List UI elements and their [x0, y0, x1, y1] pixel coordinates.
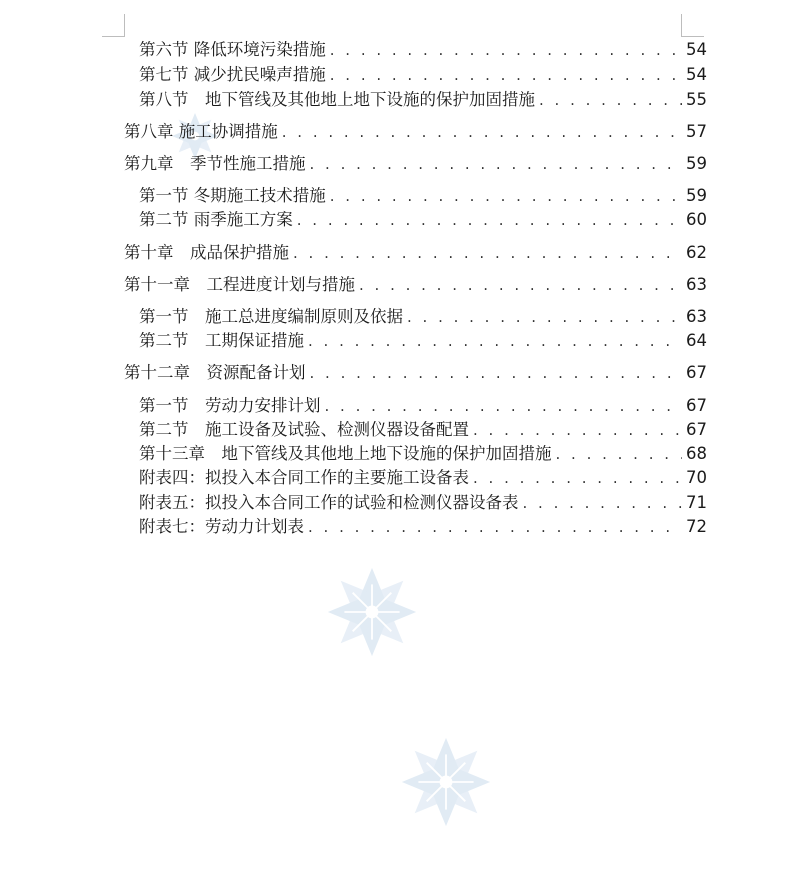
toc-entry-page: 64 — [686, 331, 707, 350]
toc-entry-title: 第二节 工期保证措施 — [139, 331, 304, 350]
leader-dots — [473, 467, 682, 489]
leader-dots — [330, 185, 682, 207]
toc-entry[interactable] — [139, 395, 707, 417]
toc-entry-page: 68 — [686, 444, 707, 463]
leader-dots — [325, 395, 683, 417]
toc-entry[interactable] — [139, 492, 707, 514]
toc-entry-title: 第六节 降低环境污染措施 — [139, 40, 326, 59]
leader-dots — [359, 274, 682, 296]
toc-entry-title: 附表五：拟投入本合同工作的试验和检测仪器设备表 — [139, 493, 519, 512]
leader-dots — [310, 153, 683, 175]
toc-entry-page: 59 — [686, 154, 707, 173]
leader-dots — [407, 306, 682, 328]
toc-entry[interactable] — [139, 330, 707, 352]
leader-dots — [293, 242, 682, 264]
toc-entry-title: 附表七：劳动力计划表 — [139, 517, 304, 536]
toc-entry-title: 第一节 劳动力安排计划 — [139, 396, 321, 415]
toc-entry[interactable] — [139, 39, 707, 61]
leader-dots — [330, 39, 682, 61]
toc-entry-title: 第一节 冬期施工技术措施 — [139, 186, 326, 205]
toc-entry[interactable] — [124, 121, 707, 143]
toc-entry-page: 72 — [686, 517, 707, 536]
toc-entry-title: 第八章 施工协调措施 — [124, 122, 278, 141]
leader-dots — [539, 89, 682, 111]
toc-entry-title: 第十三章 地下管线及其他地上地下设施的保护加固措施 — [139, 444, 552, 463]
leader-dots — [473, 419, 682, 441]
toc-entry-title: 第二节 施工设备及试验、检测仪器设备配置 — [139, 420, 469, 439]
toc-entry[interactable] — [124, 362, 707, 384]
toc-entry[interactable] — [124, 274, 707, 296]
leader-dots — [310, 362, 683, 384]
toc-entry-page: 55 — [686, 90, 707, 109]
toc-entry-title: 第八节 地下管线及其他地上地下设施的保护加固措施 — [139, 90, 535, 109]
toc-entry-page: 54 — [686, 40, 707, 59]
toc-entry-title: 第九章 季节性施工措施 — [124, 154, 306, 173]
toc-entry-page: 60 — [686, 210, 707, 229]
toc-entry[interactable] — [124, 153, 707, 175]
toc-entry-page: 70 — [686, 468, 707, 487]
toc-entry-page: 63 — [686, 307, 707, 326]
leader-dots — [556, 443, 683, 465]
toc-entry[interactable] — [139, 185, 707, 207]
toc-entry-title: 第二节 雨季施工方案 — [139, 210, 293, 229]
leader-dots — [297, 209, 682, 231]
toc-entry[interactable] — [139, 419, 707, 441]
toc-entry-page: 67 — [686, 363, 707, 382]
toc-entry-page: 67 — [686, 420, 707, 439]
leader-dots — [330, 64, 682, 86]
leader-dots — [523, 492, 683, 514]
toc-entry[interactable] — [124, 242, 707, 264]
toc-entry[interactable] — [139, 467, 707, 489]
toc-entry-title: 第十二章 资源配备计划 — [124, 363, 306, 382]
leader-dots — [308, 516, 682, 538]
toc-entry-page: 57 — [686, 122, 707, 141]
toc-entry-title: 附表四：拟投入本合同工作的主要施工设备表 — [139, 468, 469, 487]
toc-entry-title: 第七节 减少扰民噪声措施 — [139, 65, 326, 84]
leader-dots — [282, 121, 682, 143]
toc-entry-title: 第十章 成品保护措施 — [124, 243, 289, 262]
toc-entry-page: 62 — [686, 243, 707, 262]
leader-dots — [308, 330, 682, 352]
toc-entry[interactable] — [139, 209, 707, 231]
toc-entry[interactable] — [139, 516, 707, 538]
toc-entry-title: 第十一章 工程进度计划与措施 — [124, 275, 355, 294]
toc-entry-page: 63 — [686, 275, 707, 294]
toc-entry-page: 54 — [686, 65, 707, 84]
toc-entry[interactable] — [139, 64, 707, 86]
toc-entry[interactable] — [139, 89, 707, 111]
toc-entry-page: 71 — [686, 493, 707, 512]
toc-entry-page: 67 — [686, 396, 707, 415]
toc-entry-page: 59 — [686, 186, 707, 205]
toc-entry[interactable] — [139, 306, 707, 328]
toc-entry[interactable] — [139, 443, 707, 465]
toc-entry-title: 第一节 施工总进度编制原则及依据 — [139, 307, 403, 326]
